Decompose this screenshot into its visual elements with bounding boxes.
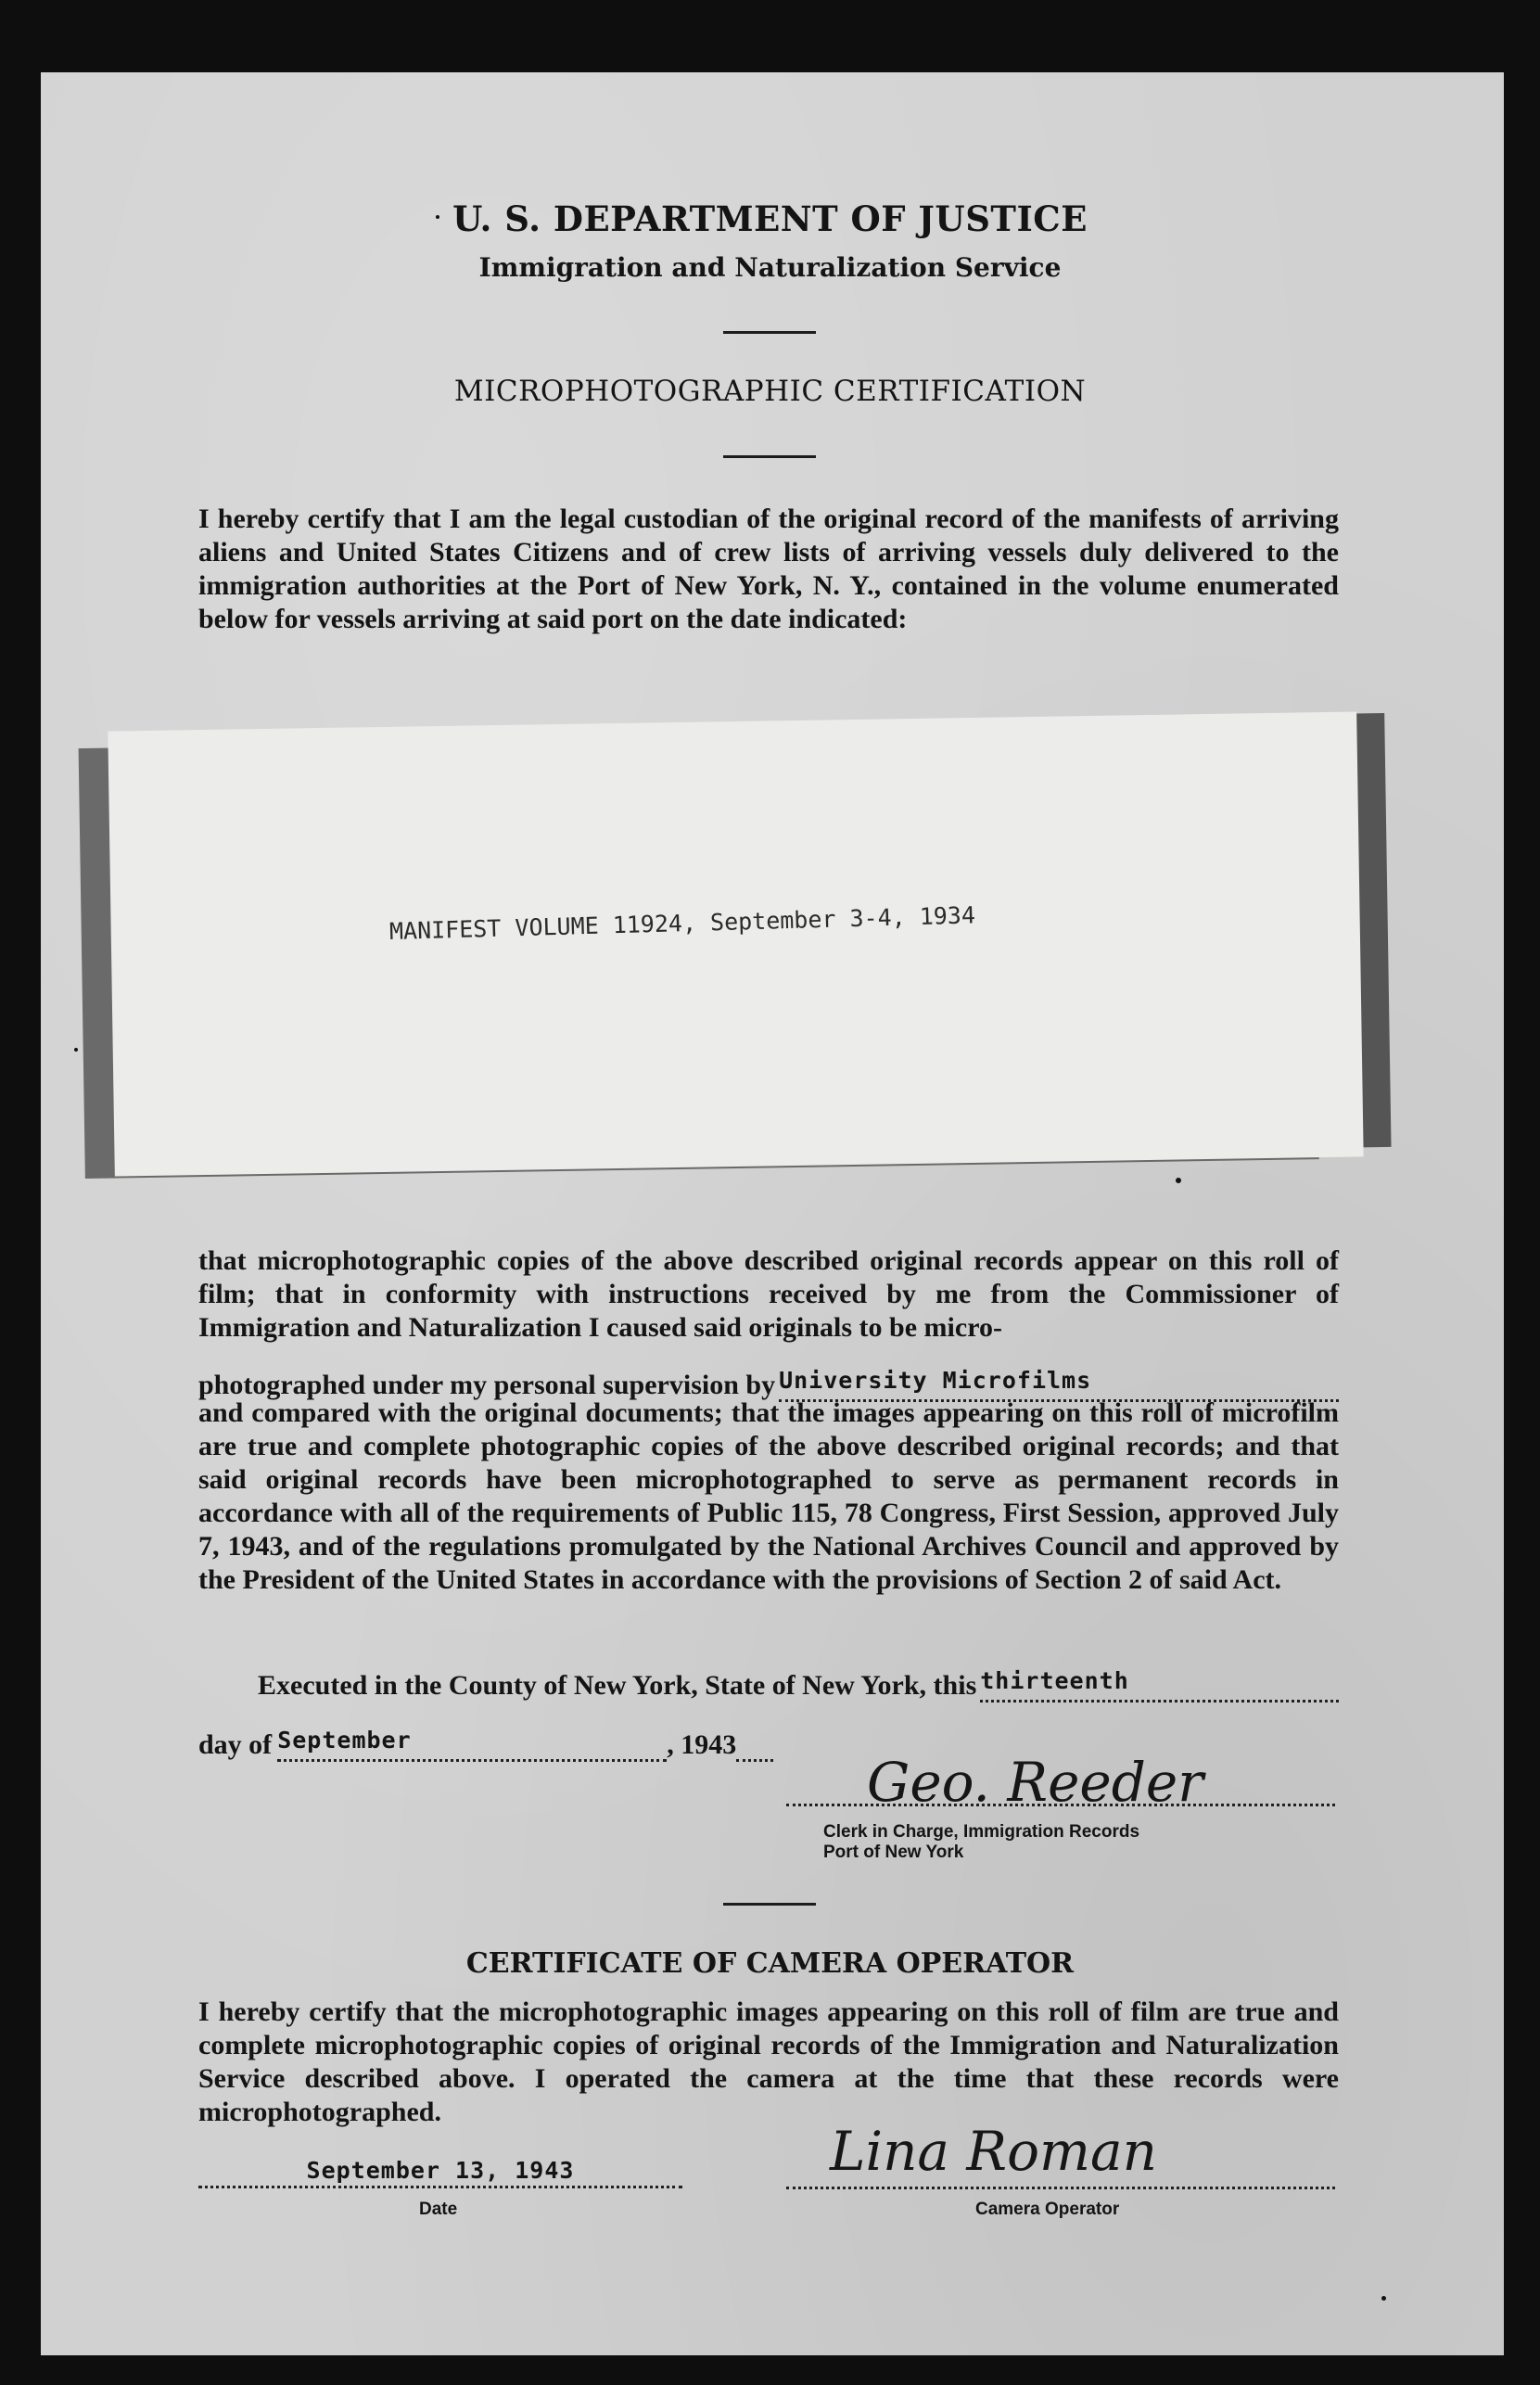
- copies-paragraph-end: and compared with the original documents; that the images appearing on this roll of microfilm are true and complete photographic copies of the above described original records; and that said original records have been microphotographed to serve as permanent records in accordance with all of the requirements of Public 115, 78 Congress, First Session, approved July 7, 1943, and of the regulations promulgated by the National Archives Council and approved by the President of the United States in accordance with the provisions of Section 2 of said Act.: [198, 1397, 1339, 1595]
- clerk-signature-line: [786, 1804, 1335, 1806]
- executed-day-value: thirteenth: [980, 1667, 1129, 1694]
- divider-rule: [723, 1903, 816, 1906]
- film-speck: [74, 1048, 78, 1052]
- custodian-paragraph: I hereby certify that I am the legal custodian of the original record of the manifests of arriving aliens and United States Citizens and of crew lists of arriving vessels duly delivered to the immigration authorities at the Port of New York, N. Y., contained in the volume enumerated below for vessels arriving at said port on the date indicated:: [198, 504, 1339, 634]
- clerk-signature: Geo. Reeder: [867, 1751, 1203, 1814]
- executed-month-line: [198, 1723, 847, 1762]
- clerk-title-line2: Port of New York: [823, 1843, 964, 1862]
- camera-operator-paragraph: I hereby certify that the microphotographic images appearing on this roll of film are true and complete microphotographic copies of original records of the Immigration and Naturalization Service described above. I operated the camera at the time that these records were microphotographed.: [198, 1996, 1339, 2127]
- executed-prefix: Executed in the County of New York, State of New York, this: [258, 1670, 977, 1701]
- date-label: Date: [419, 2200, 458, 2219]
- operator-date-value: September 13, 1943: [306, 2157, 575, 2184]
- executed-month-field: [277, 1723, 667, 1762]
- executed-month-value: September: [277, 1727, 412, 1754]
- divider-rule: [723, 455, 816, 458]
- divider-rule: [723, 331, 816, 334]
- copies-paragraph-start: that microphotographic copies of the above described original records appear on this roll of film; that in conformity with instructions received by me from the Commissioner of Immigration and Naturalization I caused said originals to be micro-: [198, 1245, 1339, 1343]
- clerk-title-line1: Clerk in Charge, Immigration Records: [823, 1822, 1140, 1842]
- department-title: U. S. DEPARTMENT OF JUSTICE: [452, 198, 1088, 239]
- film-speck: [1381, 2296, 1386, 2301]
- camera-operator-heading: CERTIFICATE OF CAMERA OPERATOR: [465, 1947, 1075, 1980]
- service-subtitle: Immigration and Naturalization Service: [478, 252, 1062, 283]
- volume-label: MANIFEST VOLUME 11924, September 3-4, 1934: [388, 901, 976, 945]
- camera-operator-label: Camera Operator: [975, 2200, 1120, 2219]
- operator-signature: Lina Roman: [830, 2120, 1157, 2183]
- executed-year: , 1943: [667, 1729, 737, 1760]
- film-speck: [436, 215, 439, 219]
- executed-day-field: [980, 1664, 1339, 1703]
- executed-year-dots: [736, 1759, 773, 1762]
- executed-line: [258, 1664, 1339, 1703]
- operator-signature-line: [786, 2187, 1335, 2189]
- supervision-prefix: photographed under my personal supervision by: [198, 1370, 776, 1400]
- day-of-label: day of: [198, 1729, 273, 1760]
- operator-date-field: [198, 2157, 682, 2188]
- certification-title: MICROPHOTOGRAPHIC CERTIFICATION: [453, 375, 1087, 408]
- film-speck: [1176, 1178, 1181, 1183]
- supervision-name: University Microfilms: [779, 1367, 1092, 1394]
- volume-label-strip: [108, 711, 1363, 1176]
